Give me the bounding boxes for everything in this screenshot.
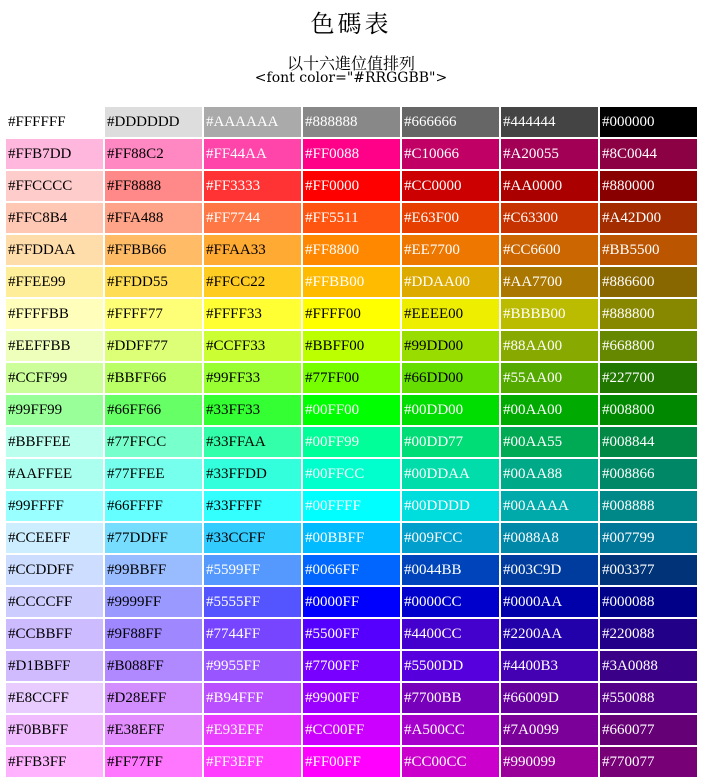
color-swatch: #008888 — [600, 491, 697, 521]
color-swatch: #DDAA00 — [402, 267, 499, 297]
color-swatch: #FFFF77 — [105, 299, 202, 329]
color-swatch: #00FFFF — [303, 491, 400, 521]
color-swatch: #FFEE99 — [6, 267, 103, 297]
color-swatch: #4400B3 — [501, 651, 598, 681]
color-swatch: #00FF00 — [303, 395, 400, 425]
color-swatch: #33FFAA — [204, 427, 301, 457]
color-swatch: #7700BB — [402, 683, 499, 713]
color-swatch: #77FF00 — [303, 363, 400, 393]
color-table — [4, 105, 699, 779]
color-swatch: #0000FF — [303, 587, 400, 617]
color-swatch: #CCEEFF — [6, 523, 103, 553]
color-swatch: #5500FF — [303, 619, 400, 649]
color-swatch: #008844 — [600, 427, 697, 457]
color-swatch: #00AA55 — [501, 427, 598, 457]
color-swatch: #00AA00 — [501, 395, 598, 425]
color-row — [6, 555, 697, 585]
color-swatch: #FFFF00 — [303, 299, 400, 329]
color-row — [6, 299, 697, 329]
color-table-body — [6, 107, 697, 777]
color-swatch: #888800 — [600, 299, 697, 329]
color-swatch: #FF5511 — [303, 203, 400, 233]
color-swatch: #5599FF — [204, 555, 301, 585]
color-swatch: #5500DD — [402, 651, 499, 681]
color-swatch: #BBFF00 — [303, 331, 400, 361]
color-swatch: #000000 — [600, 107, 697, 137]
color-swatch: #770077 — [600, 747, 697, 777]
color-row — [6, 683, 697, 713]
color-swatch: #E63F00 — [402, 203, 499, 233]
color-row — [6, 203, 697, 233]
color-swatch: #00DD00 — [402, 395, 499, 425]
color-swatch: #00BBFF — [303, 523, 400, 553]
color-swatch: #AAAAAA — [204, 107, 301, 137]
color-swatch: #99FF99 — [6, 395, 103, 425]
color-swatch: #0088A8 — [501, 523, 598, 553]
color-swatch: #A42D00 — [600, 203, 697, 233]
color-row — [6, 267, 697, 297]
page-subtitle: 以十六進位值排列 — [286, 54, 415, 73]
color-swatch: #FF8800 — [303, 235, 400, 265]
color-swatch: #FFFF33 — [204, 299, 301, 329]
color-swatch: #007799 — [600, 523, 697, 553]
color-swatch: #FFBB66 — [105, 235, 202, 265]
color-swatch: #CCCCFF — [6, 587, 103, 617]
color-swatch: #220088 — [600, 619, 697, 649]
color-swatch: #BBFFEE — [6, 427, 103, 457]
color-swatch: #EE7700 — [402, 235, 499, 265]
color-swatch: #F0BBFF — [6, 715, 103, 745]
color-swatch: #003377 — [600, 555, 697, 585]
color-swatch: #FF7744 — [204, 203, 301, 233]
color-swatch: #00AA88 — [501, 459, 598, 489]
color-swatch: #BBFF66 — [105, 363, 202, 393]
color-row — [6, 139, 697, 169]
color-swatch: #9F88FF — [105, 619, 202, 649]
color-swatch: #BBBB00 — [501, 299, 598, 329]
color-swatch: #FF3333 — [204, 171, 301, 201]
color-swatch: #55AA00 — [501, 363, 598, 393]
color-swatch: #FFAA33 — [204, 235, 301, 265]
color-swatch: #0066FF — [303, 555, 400, 585]
color-row — [6, 715, 697, 745]
color-swatch: #0000CC — [402, 587, 499, 617]
color-swatch: #FFCC22 — [204, 267, 301, 297]
color-swatch: #33FFDD — [204, 459, 301, 489]
color-swatch: #DDDDDD — [105, 107, 202, 137]
color-swatch: #7A0099 — [501, 715, 598, 745]
color-swatch: #00FFCC — [303, 459, 400, 489]
color-swatch: #000088 — [600, 587, 697, 617]
color-swatch: #FFC8B4 — [6, 203, 103, 233]
color-row — [6, 107, 697, 137]
color-swatch: #D28EFF — [105, 683, 202, 713]
color-swatch: #9999FF — [105, 587, 202, 617]
color-swatch: #FFDDAA — [6, 235, 103, 265]
color-swatch: #FF44AA — [204, 139, 301, 169]
color-row — [6, 651, 697, 681]
color-row — [6, 427, 697, 457]
color-swatch: #8C0044 — [600, 139, 697, 169]
color-swatch: #B088FF — [105, 651, 202, 681]
color-swatch: #FFBB00 — [303, 267, 400, 297]
color-swatch: #CCDDFF — [6, 555, 103, 585]
color-swatch: #00DDDD — [402, 491, 499, 521]
color-swatch: #003C9D — [501, 555, 598, 585]
color-swatch: #660077 — [600, 715, 697, 745]
color-swatch: #33CCFF — [204, 523, 301, 553]
color-swatch: #FF8888 — [105, 171, 202, 201]
color-swatch: #227700 — [600, 363, 697, 393]
color-swatch: #AA7700 — [501, 267, 598, 297]
color-swatch: #99FFFF — [6, 491, 103, 521]
color-swatch: #668800 — [600, 331, 697, 361]
color-swatch: #880000 — [600, 171, 697, 201]
color-swatch: #00AAAA — [501, 491, 598, 521]
color-swatch: #66FF66 — [105, 395, 202, 425]
color-swatch: #FFFFFF — [6, 107, 103, 137]
color-swatch: #99FF33 — [204, 363, 301, 393]
color-swatch: #7744FF — [204, 619, 301, 649]
color-swatch: #E8CCFF — [6, 683, 103, 713]
color-swatch: #3A0088 — [600, 651, 697, 681]
color-swatch: #00DDAA — [402, 459, 499, 489]
color-swatch: #33FFFF — [204, 491, 301, 521]
color-swatch: #00DD77 — [402, 427, 499, 457]
color-swatch: #FFA488 — [105, 203, 202, 233]
color-swatch: #FF0088 — [303, 139, 400, 169]
color-row — [6, 491, 697, 521]
color-swatch: #77FFEE — [105, 459, 202, 489]
color-swatch: #CCFF33 — [204, 331, 301, 361]
color-swatch: #77FFCC — [105, 427, 202, 457]
color-swatch: #FF77FF — [105, 747, 202, 777]
color-swatch: #88AA00 — [501, 331, 598, 361]
color-swatch: #66DD00 — [402, 363, 499, 393]
color-swatch: #99BBFF — [105, 555, 202, 585]
color-swatch: #66009D — [501, 683, 598, 713]
color-swatch: #D1BBFF — [6, 651, 103, 681]
color-row — [6, 619, 697, 649]
color-swatch: #550088 — [600, 683, 697, 713]
color-swatch: #888888 — [303, 107, 400, 137]
color-swatch: #444444 — [501, 107, 598, 137]
color-row — [6, 363, 697, 393]
color-swatch: #9900FF — [303, 683, 400, 713]
color-swatch: #C10066 — [402, 139, 499, 169]
color-swatch: #66FFFF — [105, 491, 202, 521]
color-swatch: #0000AA — [501, 587, 598, 617]
color-row — [6, 747, 697, 777]
color-row — [6, 171, 697, 201]
color-swatch: #E38EFF — [105, 715, 202, 745]
color-swatch: #FFB3FF — [6, 747, 103, 777]
color-swatch: #FFCCCC — [6, 171, 103, 201]
color-swatch: #FFFFBB — [6, 299, 103, 329]
color-swatch: #EEFFBB — [6, 331, 103, 361]
color-swatch: #BB5500 — [600, 235, 697, 265]
color-swatch: #CC0000 — [402, 171, 499, 201]
color-swatch: #EEEE00 — [402, 299, 499, 329]
color-swatch: #9955FF — [204, 651, 301, 681]
color-swatch: #5555FF — [204, 587, 301, 617]
page-title: 色碼表 — [310, 10, 392, 38]
color-swatch: #E93EFF — [204, 715, 301, 745]
color-swatch: #CCBBFF — [6, 619, 103, 649]
color-swatch: #666666 — [402, 107, 499, 137]
color-swatch: #C63300 — [501, 203, 598, 233]
color-swatch: #009FCC — [402, 523, 499, 553]
color-swatch: #CC00FF — [303, 715, 400, 745]
color-swatch: #0044BB — [402, 555, 499, 585]
color-swatch: #990099 — [501, 747, 598, 777]
color-swatch: #7700FF — [303, 651, 400, 681]
color-swatch: #FF00FF — [303, 747, 400, 777]
color-swatch: #33FF33 — [204, 395, 301, 425]
font-tag-hint: <font color="#RRGGBB"> — [254, 70, 448, 86]
color-swatch: #FF88C2 — [105, 139, 202, 169]
color-swatch: #00FF99 — [303, 427, 400, 457]
color-swatch: #4400CC — [402, 619, 499, 649]
color-swatch: #B94FFF — [204, 683, 301, 713]
color-row — [6, 395, 697, 425]
color-row — [6, 523, 697, 553]
color-row — [6, 235, 697, 265]
color-swatch: #2200AA — [501, 619, 598, 649]
color-swatch: #A20055 — [501, 139, 598, 169]
color-swatch: #FFB7DD — [6, 139, 103, 169]
color-swatch: #AA0000 — [501, 171, 598, 201]
color-swatch: #008866 — [600, 459, 697, 489]
color-swatch: #886600 — [600, 267, 697, 297]
color-row — [6, 587, 697, 617]
color-swatch: #99DD00 — [402, 331, 499, 361]
color-swatch: #FFDD55 — [105, 267, 202, 297]
color-swatch: #CCFF99 — [6, 363, 103, 393]
color-swatch: #CC00CC — [402, 747, 499, 777]
color-row — [6, 459, 697, 489]
color-swatch: #FF0000 — [303, 171, 400, 201]
color-swatch: #77DDFF — [105, 523, 202, 553]
color-swatch: #008800 — [600, 395, 697, 425]
color-swatch: #A500CC — [402, 715, 499, 745]
color-swatch: #FF3EFF — [204, 747, 301, 777]
color-swatch: #CC6600 — [501, 235, 598, 265]
color-swatch: #AAFFEE — [6, 459, 103, 489]
color-swatch: #DDFF77 — [105, 331, 202, 361]
color-row — [6, 331, 697, 361]
